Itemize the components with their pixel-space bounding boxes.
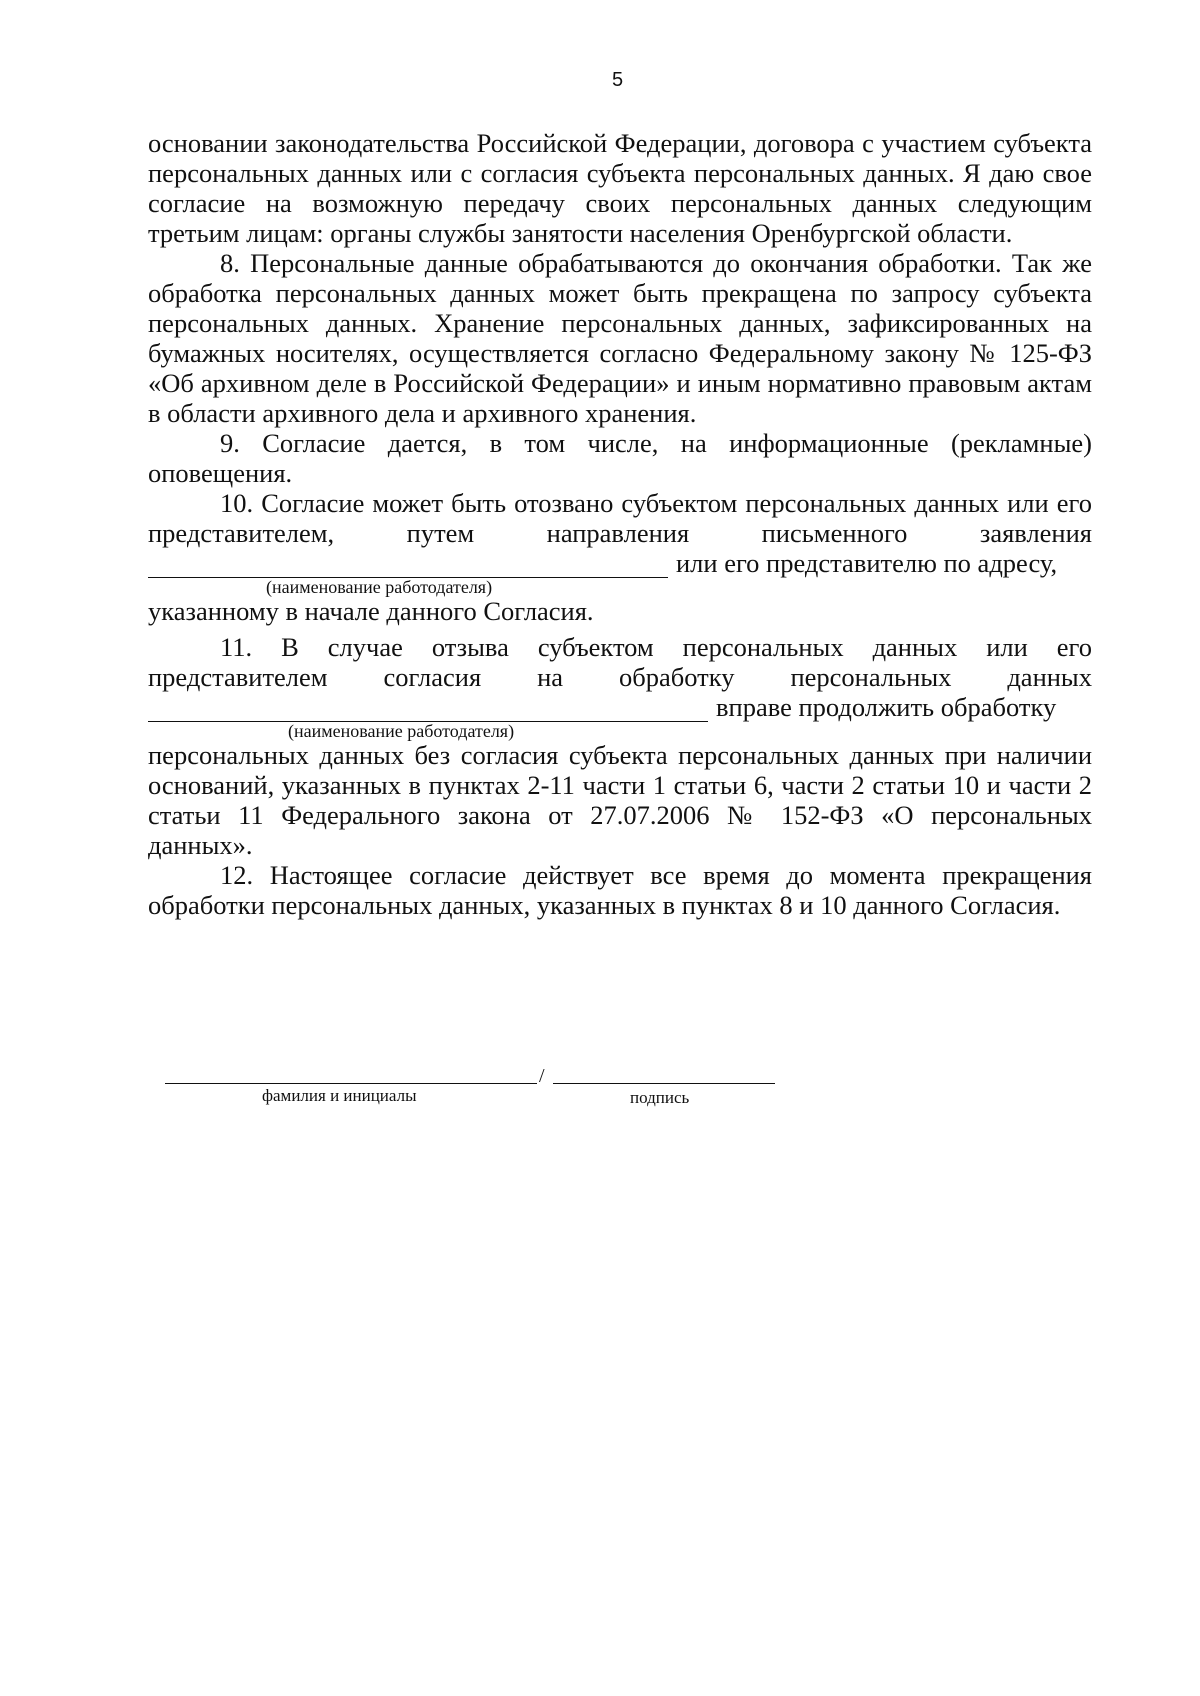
paragraph-12: 12. Настоящее согласие действует все время до момента прекращения обработки персональных данных, указанных в пунктах 8 и 10 данного Согласия. [148, 860, 1092, 920]
signature-row [165, 1060, 775, 1087]
body-text [148, 128, 1092, 920]
signature-separator: / [539, 1065, 545, 1087]
paragraph-9: 9. Согласие дается, в том числе, на информационные (рекламные) оповещения. [148, 428, 1092, 488]
paragraph-11-text: 11. В случае отзыва субъектом персональных данных или его представителем согласия на обработку персональных данных [148, 632, 1092, 692]
paragraph-10-end: указанному в начале данного Согласия. [148, 596, 594, 626]
employer-name-blank-2[interactable] [148, 697, 708, 722]
employer-name-blank[interactable] [148, 553, 668, 578]
name-initials-caption: фамилия и инициалы [262, 1086, 417, 1105]
signature-line[interactable] [553, 1083, 775, 1084]
employer-name-caption-2: (наименование работодателя) [288, 721, 515, 741]
paragraph-11-fill-line [148, 692, 1092, 722]
paragraph-10-fill-line [148, 548, 1092, 578]
employer-name-caption: (наименование работодателя) [266, 577, 493, 597]
signature-caption: подпись [630, 1088, 690, 1107]
paragraph-11-end: персональных данных без согласия субъекта персональных данных при наличии оснований, указанных в пунктах 2-11 части 1 статьи 6, части 2 статьи 10 и части 2 статьи 11 Федерального закона от 27.07.2006 № 152-ФЗ «О персональных данных». [148, 740, 1092, 860]
paragraph-10-after-blank: или его представителю по адресу, [676, 548, 1058, 578]
page-number: 5 [611, 69, 624, 91]
paragraph-10-text: 10. Согласие может быть отозвано субъектом персональных данных или его представителем, путем направления письменного заявления [148, 488, 1092, 548]
name-initials-line[interactable] [165, 1083, 537, 1084]
paragraph-11-after-blank: вправе продолжить обработку [716, 692, 1057, 722]
paragraph-8: 8. Персональные данные обрабатываются до окончания обработки. Так же обработка персональных данных может быть прекращена по запросу субъекта персональных данных. Хранение персональных данных, зафиксированных на бумажных носителях, осуществляется согласно Федеральному закону № 125-ФЗ «Об архивном деле в Российской Федерации» и иным нормативно правовым актам в области архивного дела и архивного хранения. [148, 248, 1092, 428]
paragraph-intro: основании законодательства Российской Федерации, договора с участием субъекта персональных данных или с согласия субъекта персональных данных. Я даю свое согласие на возможную передачу своих персональных данных следующим третьим лицам: органы службы занятости населения Оренбургской области. [148, 128, 1092, 248]
